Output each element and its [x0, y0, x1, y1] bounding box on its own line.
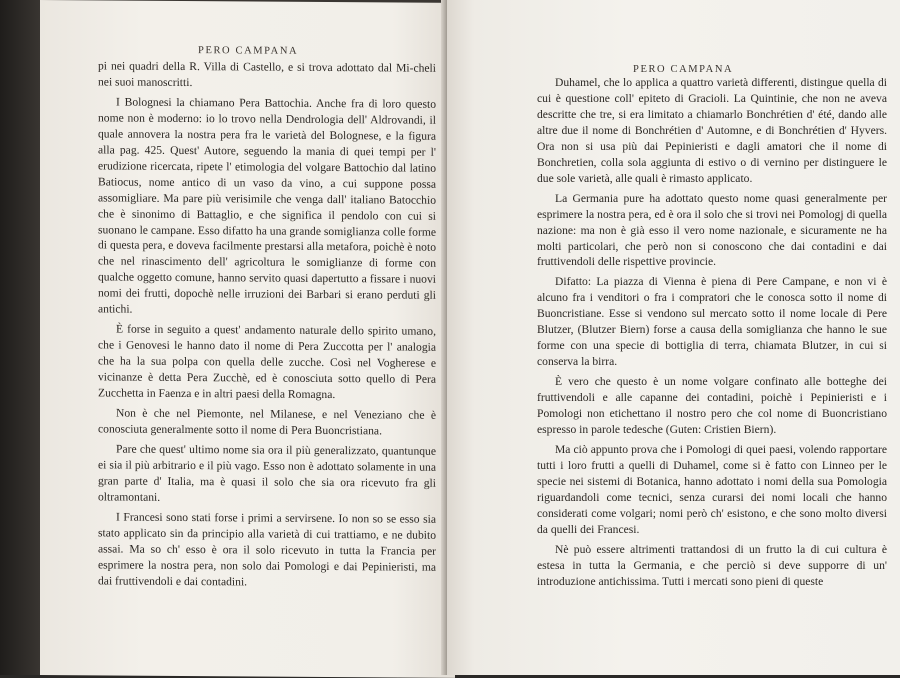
- right-page: [447, 0, 900, 675]
- paragraph: La Germania pure ha adottato questo nome quasi generalmente per esprimere la nostra pera, ed è ora il solo che si trovi nei Pomologj di quella nazione: ma non è già esso il vero nome nazionale, e sicuramente ne ha molti particolari, che però non si conoscono che dai contadini e dai fruttivendoli delle rispettive provincie.: [537, 191, 887, 269]
- paragraph: Duhamel, che lo applica a quattro varietà differenti, distingue quella di cui è questione coll' epiteto di Gracioli. La Quintinie, che non ne aveva descritte che tre, si era limitato a chiamarlo Bonchrétien d' été, dando alle altre due il nome di Bonchrétien d' Automne, e di Bonchrétien d' Hyvers. Ora non si usa più dai Pepinieristi e dagli amatori che il nome di Bonchretien, colla sola aggiunta di estivo o di vernino per distinguere le due sole varietà, alle quali è rimasto applicato.: [537, 76, 887, 185]
- paragraph: Nè può essere altrimenti trattandosi di un frutto la di cui cultura è estesa in tutta la Germania, e che perciò si deve supporre di un' introduzione antichissima. Tutti i mercati sono pieni di queste: [537, 542, 887, 588]
- running-head-right: PERO CAMPANA: [633, 64, 734, 75]
- paragraph: pi nei quadri della R. Villa di Castello, e si trova adottato dal Mi-cheli nei suoi manoscritti.: [98, 59, 436, 90]
- paragraph: È vero che questo è un nome volgare confinato alle botteghe dei fruttivendoli e alle capanne dei contadini, poichè i Pepinieristi e i Pomologi non etichettano il nostro pero che col nome di Buoncristiano espresso in parole tedesche (Guten: Cristien Biern).: [537, 375, 887, 437]
- paragraph: Ma ciò appunto prova che i Pomologi di quei paesi, volendo rapportare tutti i loro frutti a quelli di Duhamel, come si è fatto con Linneo per le specie nei sistemi di Botanica, hanno adottato i nomi della sua Pomologia riguardandoli come tecnici, senza curarsi dei nomi locali che hanno considerati come volgari; nomi però ch' esistono, e che sono molto diversi da quelli dei Francesi.: [537, 442, 887, 536]
- paragraph: Pare che quest' ultimo nome sia ora il più generalizzato, quantunque ei sia il più arbitrario e il più vago. Esso non è adottato solamente in una gran parte d' Italia, ma è quasi il solo che sia ora ricevuto fra gli oltramontani.: [98, 442, 436, 504]
- paragraph: I Bolognesi la chiamano Pera Battochia. Anche fra di loro questo nome non è moderno: io lo trovo nella Dendrologia dell' Aldrovandi, il quale annovera la nostra pera fra le varietà del Bolognese, e la figura alla pag. 425. Quest' Autore, seguendo la mania di quei tempi per l' erudizione ricercata, ripete l' etimologia del volgare Battochio dal latino Batiocus, nome antico di un vaso da vino, a cui suppone possa assomigliare. Ma pare più verisimile che venga dall' italiano Batocchio che è sinonimo di Battaglio, e che significa il pendolo con cui si suonano le campane. Esso difatto ha una grande somiglianza colle forme di questa pera, e doveva facilmente prestarsi alla metafora, poichè è noto che nel rinascimento dell' agricoltura le somiglianze di forme con qualche oggetto comune, hanno servito quasi dapertutto a fissare i nuovi nomi dei frutti, dopochè nelle irruzioni dei Barbari si erano perduti gli antichi.: [98, 95, 436, 316]
- paragraph: È forse in seguito a quest' andamento naturale dello spirito umano, che i Genovesi le hanno dato il nome di Pera Zuccotta per l' analogia che ha la sua polpa con quella delle zucche. Così nel Vogherese e vicinanze è detta Pera Zucchè, ed è conosciuta sotto quello di Pera Zucchetta in Faenza e in altri paesi della Romagna.: [98, 322, 436, 402]
- left-page-body: [98, 58, 436, 591]
- left-page: [40, 0, 455, 678]
- running-head-left: PERO CAMPANA: [198, 45, 299, 57]
- paragraph: Difatto: La piazza di Vienna è piena di Pere Campane, e non vi è alcuno fra i venditori o fra i compratori che le conosca sotto il nome di Buoncristiane. Esse si vendono sul mercato sotto il nome locale di Pere Blutzer, (Blutzer Biern) forse a causa della somiglianza che hanno le sue forme con una specie di bottiglia di terra, chiamata Blutzer, in cui si conserva la birra.: [537, 275, 887, 369]
- background-shadow: [0, 0, 42, 675]
- paragraph: I Francesi sono stati forse i primi a servirsene. Io non so se esso sia stato applicato sin da principio alla varietà di cui trattiamo, e ne dubito assai. Ma so ch' esso è ora il solo ricevuto in tutta la Francia per esprimere la nostra pera, non solo dai Pomologi e dai Pepinieristi, ma dai fruttivendoli e dai contadini.: [98, 510, 436, 588]
- paragraph: Non è che nel Piemonte, nel Milanese, e nel Veneziano che è conosciuta generalmente sotto il nome di Pera Buoncristiana.: [98, 406, 436, 438]
- right-page-body: [537, 75, 887, 590]
